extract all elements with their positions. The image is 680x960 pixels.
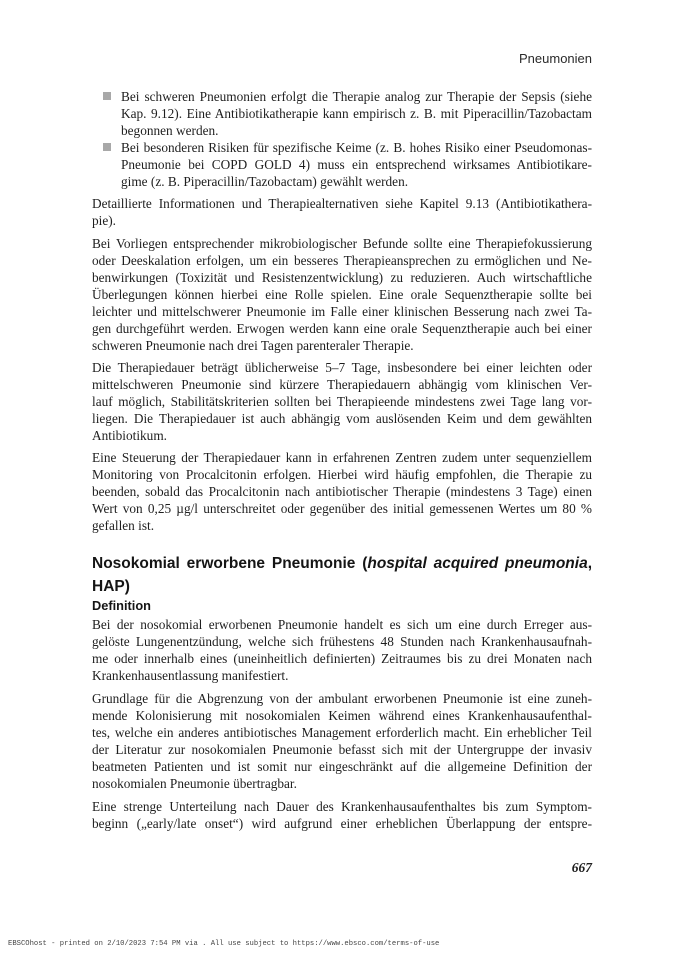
running-head: Pneumonien	[519, 50, 592, 66]
text-line: Antibiotikum.	[92, 427, 167, 443]
square-bullet-icon	[103, 143, 111, 151]
text-line: Die Therapiedauer beträgt üblicherweise 5–7 Tage, insbesondere bei einer leichten oder	[92, 359, 592, 375]
heading-line: HAP)	[92, 577, 130, 595]
text-line: oder Deeskalation erfolgen, um ein besseres Therapieansprechen zu ermöglichen und Ne-	[92, 252, 592, 268]
paragraph	[92, 195, 592, 229]
page-number: 667	[571, 859, 592, 875]
paragraph	[92, 449, 592, 534]
text-line: Überlegungen können hierbei eine Rolle spielen. Eine orale Sequenztherapie sollte bei	[92, 286, 592, 302]
text-line: leichter und mittelschwerer Pneumonie im Falle einer klinischen Besserung nach zwei Ta-	[92, 303, 592, 319]
bullet-item	[92, 88, 592, 139]
text-line: beatmeten Patienten und ist somit nur eingeschränkt auf die allgemeine Definition der	[92, 758, 592, 774]
paragraph	[92, 359, 592, 444]
text-line: Krankenhausentlassung manifestiert.	[92, 667, 289, 683]
paragraph	[92, 690, 592, 792]
text-line: mittelschweren Pneumonie sind kürzere Therapiedauern abhängig vom klinischen Ver-	[92, 376, 592, 392]
text-line: Bei besonderen Risiken für spezifische Keime (z. B. hohes Risiko einer Pseudomonas-	[121, 139, 592, 155]
text-line: gime (z. B. Piperacillin/Tazobactam) gewählt werden.	[121, 173, 409, 189]
bullet-item	[92, 139, 592, 190]
section-heading	[92, 552, 592, 598]
text-line: Wert von 0,25 µg/l unterschreitet oder gegenüber des initial gemessenen Wertes um 80 %	[92, 500, 592, 516]
text-line: gen durchgeführt werden. Erwogen werden kann eine orale Sequenztherapie auch bei einer	[92, 320, 592, 336]
text-line: Bei Vorliegen entsprechender mikrobiologischer Befunde sollte eine Therapiefokussierung	[92, 235, 592, 251]
paragraph	[92, 235, 592, 354]
text-line: tes, welche ein anderes antibiotisches Management erforderlich macht. Ein erheblicher Teil	[92, 724, 592, 740]
heading-line	[92, 552, 592, 575]
paragraph	[92, 798, 592, 832]
text-line: Detaillierte Informationen und Therapiealternativen siehe Kapitel 9.13 (Antibiotikathera-	[92, 195, 592, 211]
text-line: der Literatur zur nosokomialen Pneumonie befasst sich mit der Untergruppe der invasiv	[92, 741, 592, 757]
text-line: Bei schweren Pneumonien erfolgt die Therapie analog zur Therapie der Sepsis (siehe	[121, 88, 592, 104]
text-line: gelöste Lungenentzündung, welche sich frühestens 48 Stunden nach Krankenhausaufnah-	[92, 633, 592, 649]
bullet-text	[121, 139, 592, 190]
text-line: beenden, sobald das Procalcitonin nach antibiotischer Therapie (mindestens 3 Tage) einen	[92, 483, 592, 499]
bullet-text	[121, 88, 592, 139]
text-line: benwirkungen (Toxizität und Resistenzentwicklung) zu reduzieren. Auch wirtschaftliche	[92, 269, 592, 285]
text-line: Eine Steuerung der Therapiedauer kann in erfahrenen Zentren zudem unter sequenziellem	[92, 449, 592, 465]
text-line: pie).	[92, 212, 116, 228]
text-line: lauf möglich, Stabilitätskriterien sollten bei Therapieende mindestens zwei Tage lang vor-	[92, 393, 592, 409]
print-footer: EBSCOhost - printed on 2/10/2023 7:54 PM via . All use subject to https://www.ebsco.com/terms-of-use	[8, 939, 440, 948]
text-line: beginn („early/late onset“) wird aufgrund einer erheblichen Überlappung der entspre-	[92, 815, 592, 831]
text-line: Bei der nosokomial erworbenen Pneumonie handelt es sich um eine durch Erreger aus-	[92, 616, 592, 632]
text-line: liegen. Die Therapiedauer ist auch abhängig vom auslösenden Keim und dem gewählten	[92, 410, 592, 426]
text-line: begonnen werden.	[121, 122, 219, 138]
text-line: mende Kolonisierung mit nosokomialen Keimen während eines Krankenhausaufenthal-	[92, 707, 592, 723]
text-line: nosokomialen Pneumonie übertragbar.	[92, 775, 297, 791]
text-line: me oder innerhalb eines (uneinheitlich definierten) Zeitraumes bis zu drei Monaten nach	[92, 650, 592, 666]
text-line: schweren Pneumonie nach drei Tagen parenteraler Therapie.	[92, 337, 414, 353]
text-line: Grundlage für die Abgrenzung von der ambulant erworbenen Pneumonie ist eine zuneh-	[92, 690, 592, 706]
text-line: Kap. 9.12). Eine Antibiotikatherapie kann empirisch z. B. mit Piperacillin/Tazobactam	[121, 105, 592, 121]
heading-italic-text: hospital acquired pneumonia	[367, 554, 588, 572]
square-bullet-icon	[103, 92, 111, 100]
heading-punctuation: ,	[587, 554, 592, 572]
paragraph	[92, 616, 592, 684]
heading-text: Nosokomial erworbene Pneumonie (	[92, 554, 368, 572]
text-line: Monitoring von Procalcitonin erfolgen. Hierbei wird häufig empfohlen, die Therapie zu	[92, 466, 592, 482]
text-line: gefallen ist.	[92, 517, 155, 533]
text-line: Pneumonie bei COPD GOLD 4) muss ein entsprechend wirksames Antibiotikare-	[121, 156, 592, 172]
subheading: Definition	[92, 597, 151, 613]
text-line: Eine strenge Unterteilung nach Dauer des Krankenhausaufenthaltes bis zum Symptom-	[92, 798, 592, 814]
